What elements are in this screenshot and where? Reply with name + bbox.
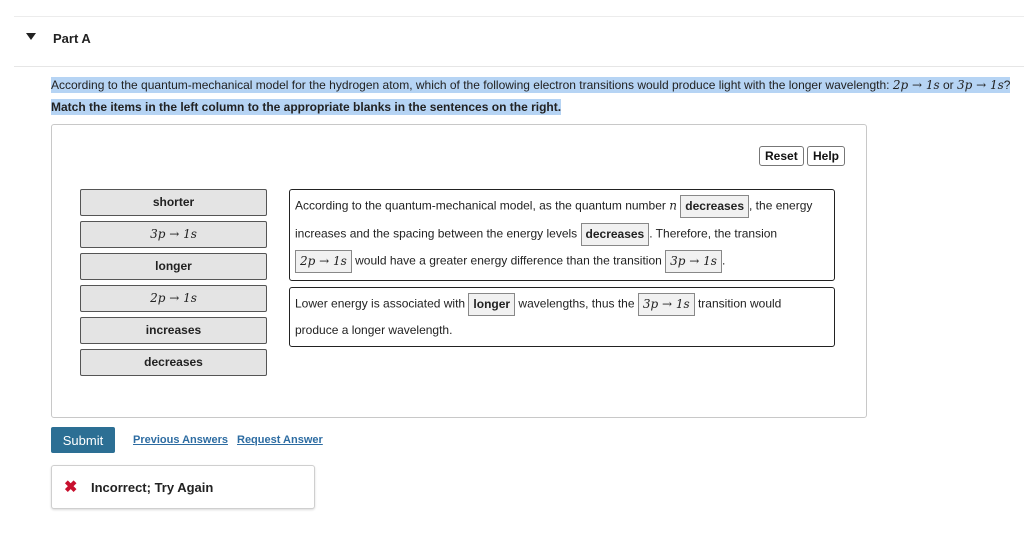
part-title: Part A — [53, 31, 91, 46]
question-text — [51, 76, 1010, 94]
question-prompt: According to the quantum-mechanical model for the hydrogen atom, which of the following electron transitions would produce light with the longer wavelength: — [51, 78, 893, 92]
transition-b: 3p → 1s — [956, 78, 1004, 92]
question-mark: ? — [1003, 78, 1011, 92]
transition-a: 2p → 1s — [892, 78, 940, 92]
submit-button[interactable]: Submit — [51, 427, 115, 453]
reset-button[interactable]: Reset — [759, 146, 804, 166]
help-button[interactable]: Help — [807, 146, 845, 166]
sentence2-line2: produce a longer wavelength. — [295, 323, 453, 337]
request-answer-link[interactable]: Request Answer — [237, 434, 323, 446]
sentence1-line2: increases and the spacing between the energy levels decreases . Therefore, the transion — [295, 223, 777, 246]
choice-2p-1s[interactable]: 2p → 1s — [80, 285, 267, 312]
instructions — [51, 100, 561, 114]
sentence-box-2 — [289, 287, 835, 347]
or-text: or — [939, 78, 957, 92]
sentence2-line1: Lower energy is associated with longer wavelengths, thus the 3p → 1s transition would — [295, 293, 781, 316]
part-header — [14, 17, 1024, 67]
blank-1[interactable]: decreases — [680, 195, 749, 218]
blank-5[interactable]: longer — [468, 293, 515, 316]
quantum-number-n: n — [669, 198, 677, 213]
choice-increases[interactable]: increases — [80, 317, 267, 344]
blank-3[interactable]: 2p → 1s — [295, 250, 352, 273]
blank-2[interactable]: decreases — [581, 223, 650, 246]
blank-4[interactable]: 3p → 1s — [665, 250, 722, 273]
choice-decreases[interactable]: decreases — [80, 349, 267, 376]
sentence1-line3: 2p → 1s would have a greater energy difference than the transition 3p → 1s . — [295, 250, 725, 273]
sentence-box-1 — [289, 189, 835, 281]
previous-answers-link[interactable]: Previous Answers — [133, 434, 228, 446]
feedback-box — [51, 465, 315, 509]
instructions-text: Match the items in the left column to the appropriate blanks in the sentences on the right. — [51, 100, 562, 114]
feedback-text: Incorrect; Try Again — [91, 480, 214, 495]
collapse-triangle-icon[interactable] — [26, 33, 36, 40]
choice-shorter[interactable]: shorter — [80, 189, 267, 216]
incorrect-x-icon: ✖ — [64, 479, 78, 496]
blank-6[interactable]: 3p → 1s — [638, 293, 695, 316]
choice-longer[interactable]: longer — [80, 253, 267, 280]
sentence1-line1: According to the quantum-mechanical model, as the quantum number n decreases , the energy — [295, 195, 812, 218]
choice-3p-1s[interactable]: 3p → 1s — [80, 221, 267, 248]
